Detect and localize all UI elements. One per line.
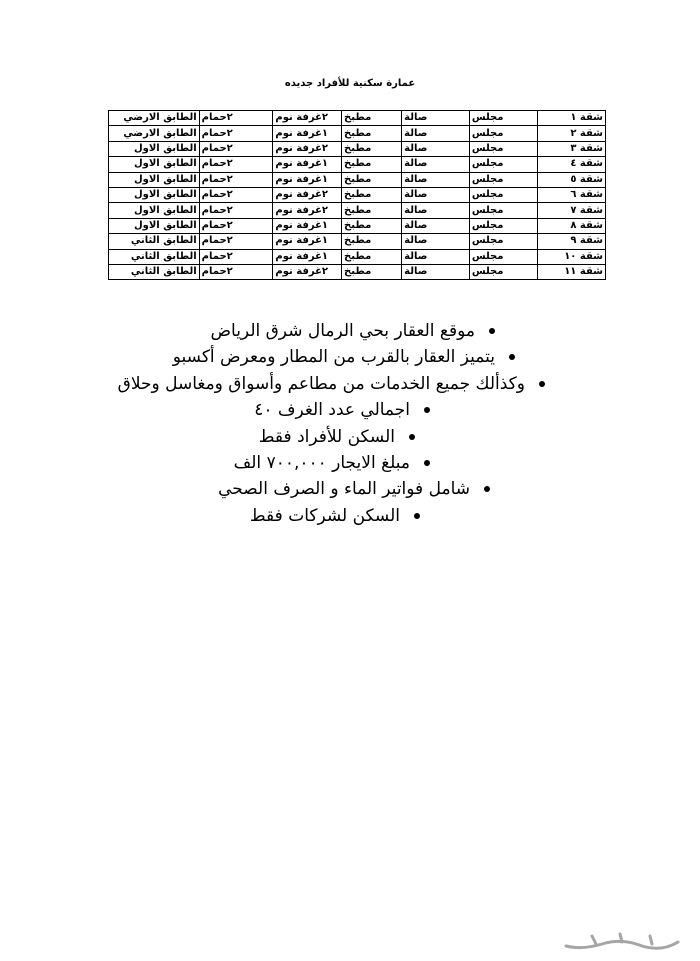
majlis-cell: مجلس	[469, 126, 537, 141]
bathrooms-cell: ٢حمام	[199, 218, 273, 233]
majlis-cell: مجلس	[469, 264, 537, 279]
bathrooms-cell: ٢حمام	[199, 126, 273, 141]
hall-cell: صالة	[402, 203, 470, 218]
bathrooms-cell: ٢حمام	[199, 141, 273, 156]
hall-cell: صالة	[402, 126, 470, 141]
floor-cell: الطابق الثاني	[109, 234, 200, 249]
list-item-text: يتميز العقار بالقرب من المطار ومعرض أكسبو	[172, 347, 495, 368]
kitchen-cell: مطبخ	[342, 187, 402, 202]
hall-cell: صالة	[402, 234, 470, 249]
bedrooms-cell: ١غرفة نوم	[273, 234, 342, 249]
hall-cell: صالة	[402, 141, 470, 156]
bathrooms-cell: ٢حمام	[199, 172, 273, 187]
kitchen-cell: مطبخ	[342, 218, 402, 233]
unit-name-cell: شقة ٥	[537, 172, 605, 187]
kitchen-cell: مطبخ	[342, 203, 402, 218]
bedrooms-cell: ١غرفة نوم	[273, 172, 342, 187]
table-row	[109, 157, 606, 172]
list-item	[173, 344, 515, 370]
table-row	[109, 141, 606, 156]
list-item-text: وكذألك جميع الخدمات من مطاعم وأسواق ومغاسل وحلاق	[117, 373, 525, 394]
bullet-icon	[424, 407, 430, 413]
table-row	[109, 218, 606, 233]
unit-name-cell: شقة ١	[537, 111, 605, 126]
kitchen-cell: مطبخ	[342, 157, 402, 172]
list-item-text: مبلغ الايجار ٧٠٠,٠٠٠ الف	[233, 453, 410, 473]
bathrooms-cell: ٢حمام	[199, 187, 273, 202]
majlis-cell: مجلس	[469, 187, 537, 202]
majlis-cell: مجلس	[469, 218, 537, 233]
list-item-text: اجمالي عدد الغرف ٤٠	[254, 400, 410, 421]
bedrooms-cell: ١غرفة نوم	[273, 218, 342, 233]
list-item-text: السكن لشركات فقط	[249, 505, 400, 526]
list-item	[259, 424, 415, 450]
unit-name-cell: شقة ٨	[537, 218, 605, 233]
bedrooms-cell: ١غرفة نوم	[273, 126, 342, 141]
hall-cell: صالة	[402, 157, 470, 172]
document-title: عمارة سكنية للأفراد جديده	[284, 78, 416, 89]
majlis-cell: مجلس	[469, 157, 537, 172]
table-row	[109, 172, 606, 187]
floor-cell: الطابق الارضي	[109, 111, 200, 126]
list-item-text: موقع العقار بحي الرمال شرق الرياض	[210, 321, 475, 341]
kitchen-cell: مطبخ	[342, 249, 402, 264]
list-item-text: شامل فواتير الماء و الصرف الصحي	[218, 479, 470, 500]
unit-name-cell: شقة ١٠	[537, 249, 605, 264]
kitchen-cell: مطبخ	[342, 234, 402, 249]
bullet-icon	[409, 434, 415, 440]
bathrooms-cell: ٢حمام	[199, 157, 273, 172]
floor-cell: الطابق الاول	[109, 203, 200, 218]
majlis-cell: مجلس	[469, 172, 537, 187]
floor-cell: الطابق الثاني	[109, 249, 200, 264]
bullet-icon	[414, 513, 420, 519]
floor-cell: الطابق الاول	[109, 218, 200, 233]
unit-name-cell: شقة ٦	[537, 187, 605, 202]
bedrooms-cell: ٢غرفة نوم	[273, 141, 342, 156]
kitchen-cell: مطبخ	[342, 126, 402, 141]
floor-cell: الطابق الاول	[109, 187, 200, 202]
majlis-cell: مجلس	[469, 141, 537, 156]
unit-name-cell: شقة ٤	[537, 157, 605, 172]
bedrooms-cell: ٢غرفة نوم	[273, 203, 342, 218]
bullet-icon	[509, 354, 515, 360]
bathrooms-cell: ٢حمام	[199, 264, 273, 279]
bathrooms-cell: ٢حمام	[199, 249, 273, 264]
bullet-icon	[539, 381, 545, 387]
list-item	[254, 397, 430, 423]
bullet-icon	[489, 328, 495, 334]
bullet-icon	[424, 460, 430, 466]
hall-cell: صالة	[402, 187, 470, 202]
majlis-cell: مجلس	[469, 203, 537, 218]
bathrooms-cell: ٢حمام	[199, 203, 273, 218]
list-item	[234, 450, 430, 476]
unit-name-cell: شقة ١١	[537, 264, 605, 279]
hall-cell: صالة	[402, 218, 470, 233]
kitchen-cell: مطبخ	[342, 111, 402, 126]
kitchen-cell: مطبخ	[342, 264, 402, 279]
table-row	[109, 234, 606, 249]
floor-cell: الطابق الارضي	[109, 126, 200, 141]
bedrooms-cell: ٢غرفة نوم	[273, 264, 342, 279]
kitchen-cell: مطبخ	[342, 141, 402, 156]
majlis-cell: مجلس	[469, 111, 537, 126]
table-row	[109, 264, 606, 279]
table-row	[109, 111, 606, 126]
list-item	[118, 371, 545, 397]
bathrooms-cell: ٢حمام	[199, 111, 273, 126]
bedrooms-cell: ٢غرفة نوم	[273, 111, 342, 126]
unit-name-cell: شقة ٧	[537, 203, 605, 218]
list-item	[250, 503, 420, 529]
hall-cell: صالة	[402, 172, 470, 187]
haraj-watermark-logo	[562, 928, 682, 954]
table-row	[109, 203, 606, 218]
list-item	[210, 318, 495, 344]
table-row	[109, 126, 606, 141]
units-table	[108, 110, 606, 280]
list-item	[218, 476, 490, 502]
unit-name-cell: شقة ٢	[537, 126, 605, 141]
floor-cell: الطابق الاول	[109, 141, 200, 156]
bullet-icon	[484, 486, 490, 492]
bedrooms-cell: ٢غرفة نوم	[273, 187, 342, 202]
floor-cell: الطابق الاول	[109, 157, 200, 172]
hall-cell: صالة	[402, 111, 470, 126]
hall-cell: صالة	[402, 249, 470, 264]
bedrooms-cell: ١غرفة نوم	[273, 157, 342, 172]
floor-cell: الطابق الثاني	[109, 264, 200, 279]
list-item-text: السكن للأفراد فقط	[258, 426, 395, 447]
table-row	[109, 249, 606, 264]
unit-name-cell: شقة ٩	[537, 234, 605, 249]
bathrooms-cell: ٢حمام	[199, 234, 273, 249]
unit-name-cell: شقة ٣	[537, 141, 605, 156]
majlis-cell: مجلس	[469, 249, 537, 264]
kitchen-cell: مطبخ	[342, 172, 402, 187]
majlis-cell: مجلس	[469, 234, 537, 249]
table-row	[109, 187, 606, 202]
hall-cell: صالة	[402, 264, 470, 279]
bedrooms-cell: ١غرفة نوم	[273, 249, 342, 264]
floor-cell: الطابق الاول	[109, 172, 200, 187]
